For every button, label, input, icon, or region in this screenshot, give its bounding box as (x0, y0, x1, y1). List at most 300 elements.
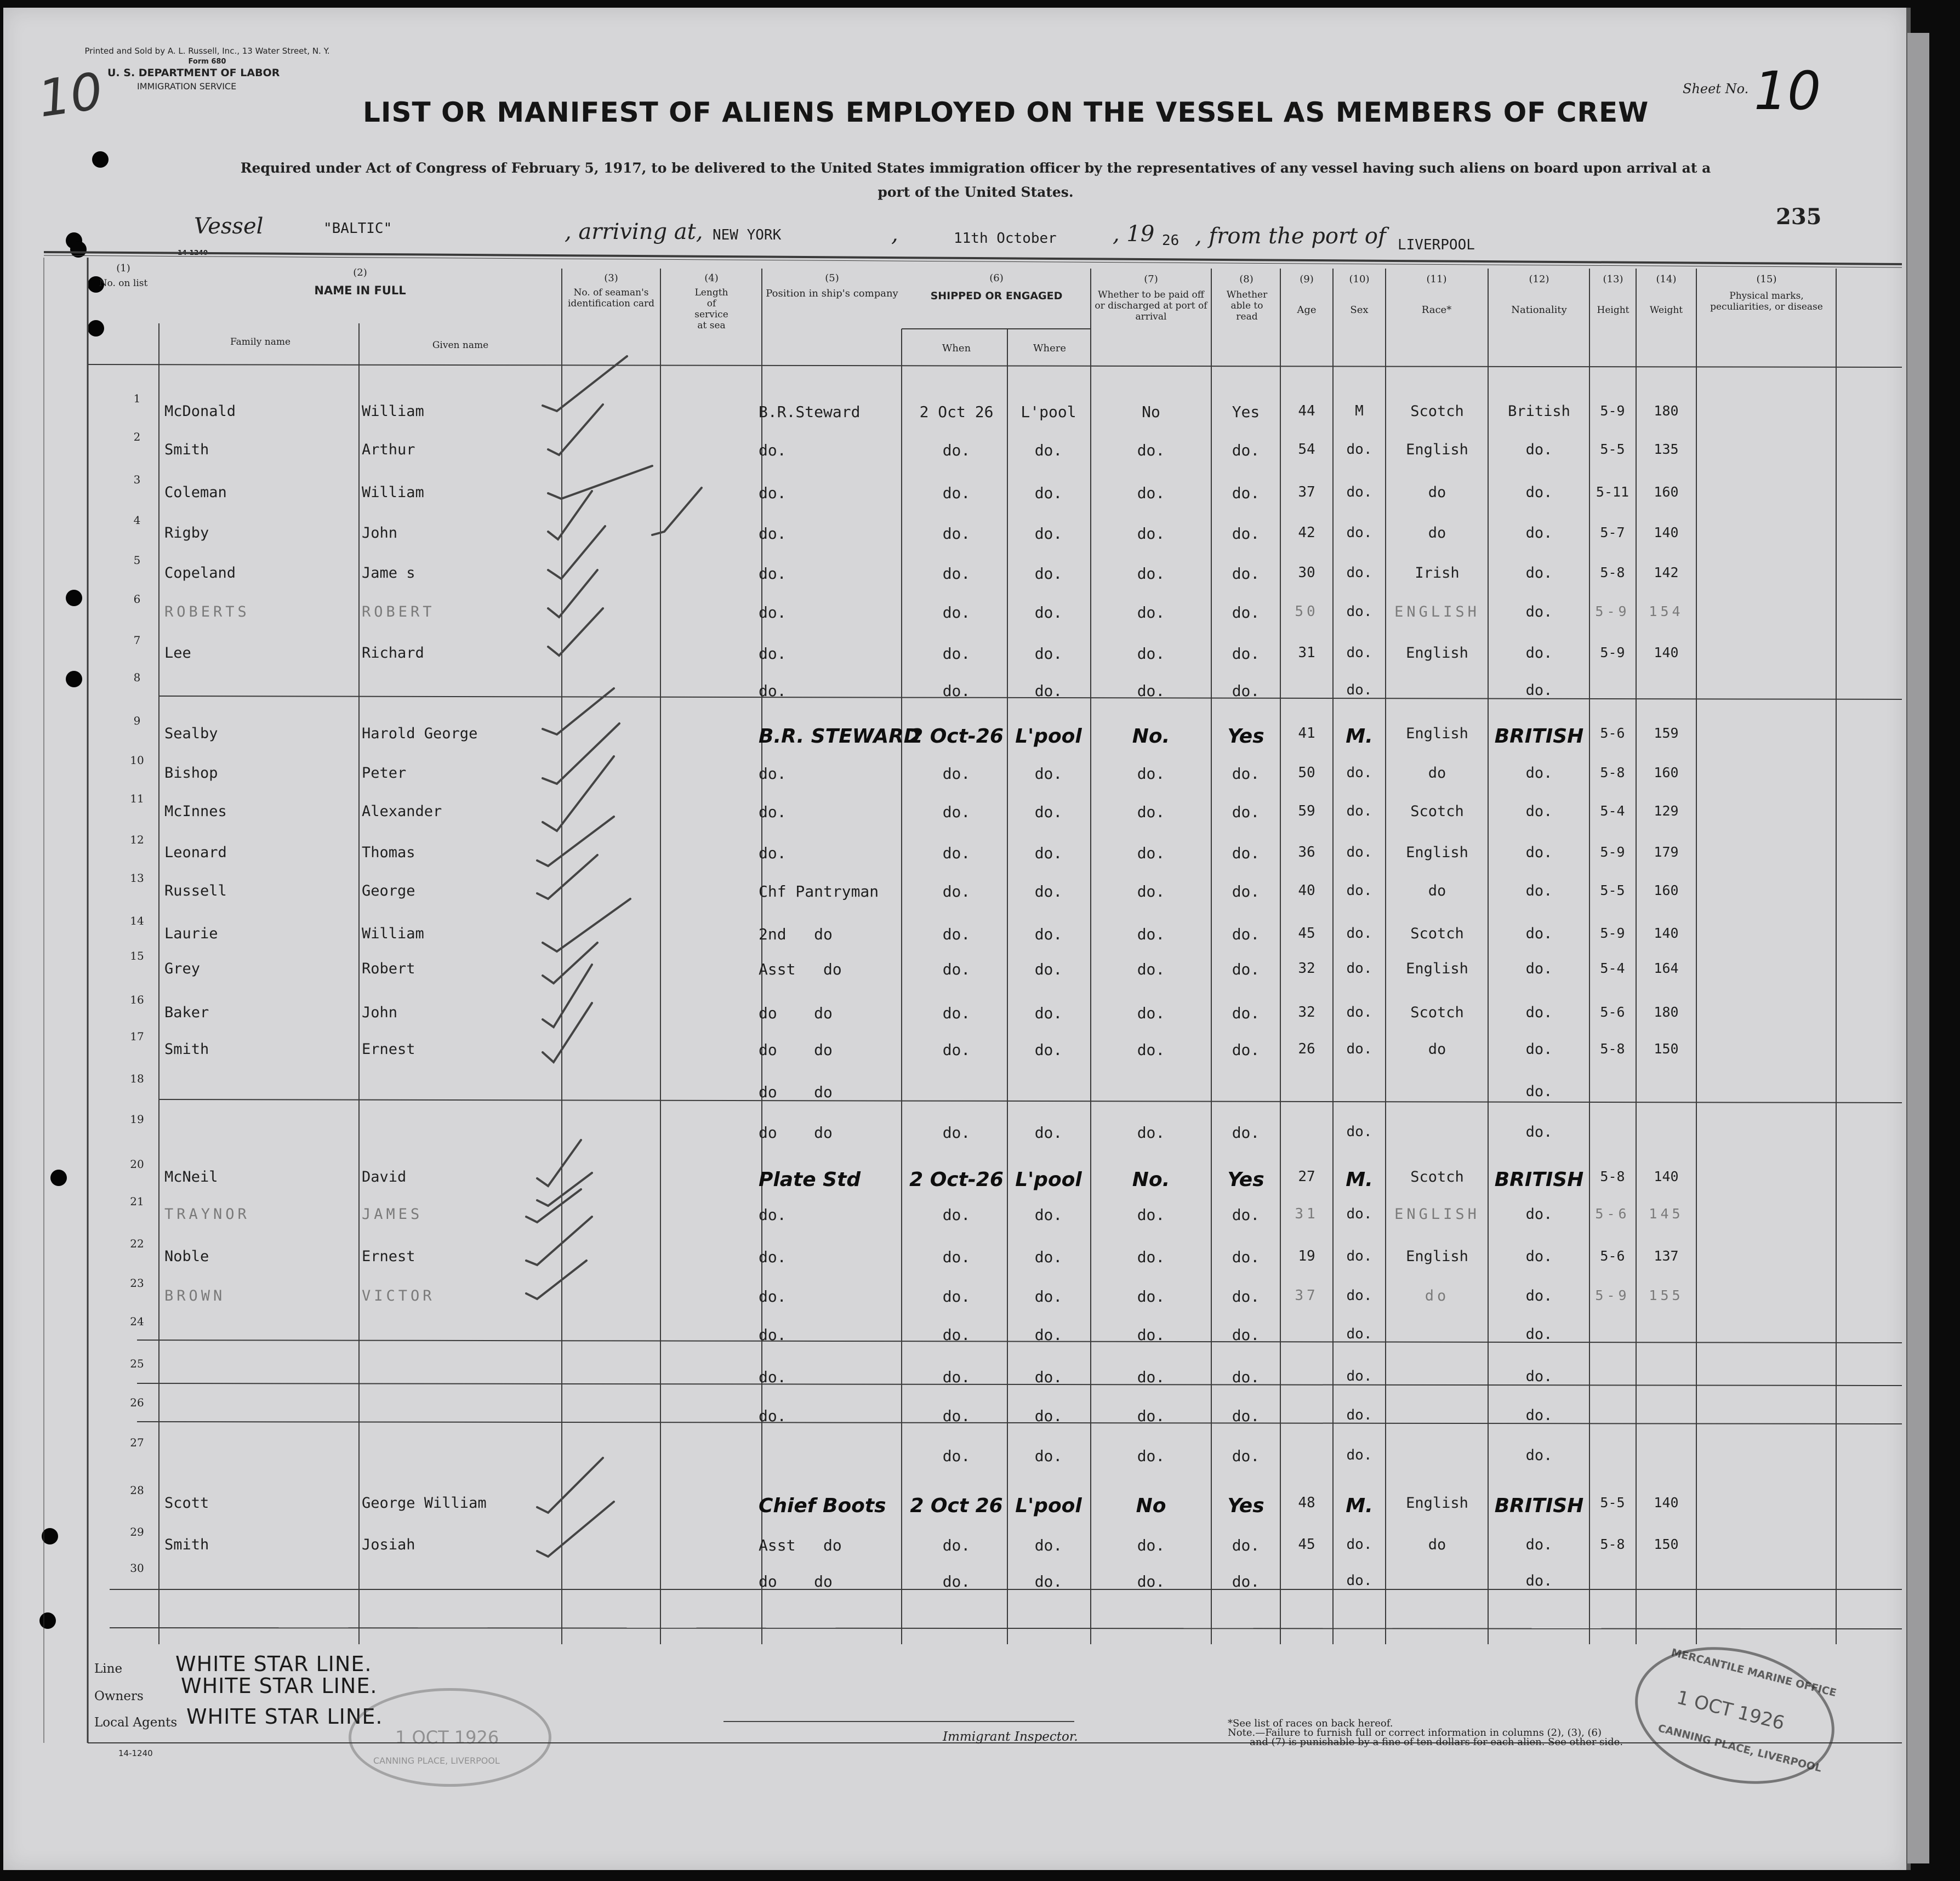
cell-no: 12 (130, 833, 144, 846)
cell-ht: 5-8 (1600, 1041, 1625, 1057)
cell-paid: do. (1137, 1004, 1165, 1022)
page-title: LIST OR MANIFEST OF ALIENS EMPLOYED ON THE VESSEL AS MEMBERS OF CREW (363, 96, 1649, 128)
cell-no: 15 (130, 949, 144, 962)
cell-pos: do. (759, 484, 787, 502)
cell-when: do. (942, 1407, 971, 1425)
vessel-name: "BALTIC" (323, 220, 392, 237)
cell-nat: BRITISH (1494, 725, 1584, 748)
cell-where: do. (1034, 441, 1063, 459)
cell-given: William (362, 484, 424, 501)
cell-sex: do. (1346, 1368, 1372, 1384)
col-header-able-to-read: (8) Whether able to read (1226, 273, 1268, 322)
cell-when: do. (942, 803, 971, 821)
cell-given: Ernest (362, 1248, 415, 1265)
cell-where: L'pool (1015, 725, 1082, 748)
cell-sex: do. (1346, 1248, 1372, 1264)
col-header-service-length: (4) Length of service at sea (694, 272, 728, 331)
cell-no: 4 (133, 514, 141, 527)
cell-paid: do. (1137, 1248, 1165, 1266)
cell-nat: BRITISH (1494, 1168, 1584, 1191)
cell-read: do. (1232, 765, 1260, 783)
cell-nat: do. (1525, 925, 1553, 942)
cell-race: do (1428, 1536, 1446, 1553)
office-stamp-right: MERCANTILE MARINE OFFICE 1 OCT 1926 CANNING PLACE, LIVERPOOL (1620, 1627, 1849, 1804)
cell-no: 5 (133, 554, 141, 567)
cell-sex: M. (1346, 1168, 1373, 1191)
cell-no: 27 (130, 1436, 144, 1449)
cell-family: McDonald (164, 403, 236, 420)
cell-read: do. (1232, 565, 1260, 583)
col-header-given-name: Given name (432, 340, 489, 351)
cell-paid: do. (1137, 1572, 1165, 1591)
cell-race: do (1428, 525, 1446, 542)
cell-when: do. (942, 1124, 971, 1142)
cell-sex: do. (1346, 1447, 1372, 1463)
cell-read: do. (1232, 1407, 1260, 1425)
cell-race: English (1406, 844, 1468, 861)
cell-ht: 5-9 (1600, 403, 1625, 419)
cell-nat: do. (1525, 1124, 1553, 1141)
cell-read: do. (1232, 1368, 1260, 1386)
cell-ht: 5-5 (1600, 882, 1625, 898)
cell-paid: do. (1137, 1041, 1165, 1059)
cell-age: 50 (1298, 765, 1315, 781)
cell-wt: 140 (1654, 525, 1679, 540)
cell-no: 7 (133, 634, 141, 647)
cell-race: English (1406, 1248, 1468, 1265)
cell-age: 40 (1298, 882, 1315, 899)
cell-no: 20 (130, 1158, 144, 1171)
cell-age: 32 (1298, 1004, 1315, 1021)
cell-when: do. (942, 1326, 971, 1344)
cell-race: English (1406, 960, 1468, 977)
inspector-signature-line (723, 1721, 1074, 1722)
cell-when: do. (942, 441, 971, 459)
cell-nat: BRITISH (1494, 1495, 1584, 1517)
cell-family: Grey (164, 960, 201, 977)
cell-age: 45 (1298, 1536, 1315, 1553)
cell-race: do (1428, 484, 1446, 501)
cell-family: Sealby (164, 725, 218, 742)
cell-read: do. (1232, 525, 1260, 543)
cell-pos: do. (759, 525, 787, 543)
cell-given: Jame s (362, 565, 415, 582)
cell-paid: do. (1137, 1368, 1165, 1386)
cell-ht: 5-6 (1600, 1004, 1625, 1020)
cell-no: 23 (130, 1276, 144, 1290)
cell-when: do. (942, 1368, 971, 1386)
cell-sex: M. (1346, 1495, 1373, 1517)
cell-wt: 140 (1654, 925, 1679, 941)
cell-read: do. (1232, 603, 1260, 622)
cell-where: do. (1034, 645, 1063, 663)
cell-pos: do. (759, 803, 787, 821)
col-header-when: When (942, 343, 971, 354)
cell-read: do. (1232, 441, 1260, 459)
cell-age: 31 (1298, 645, 1315, 661)
cell-family: McNeil (164, 1168, 218, 1185)
cell-nat: do. (1525, 1447, 1553, 1464)
cell-ht: 5-7 (1600, 525, 1625, 540)
cell-sex: do. (1346, 525, 1372, 541)
col-header-family-name: Family name (230, 337, 291, 347)
cell-given: Ernest (362, 1041, 415, 1058)
cell-wt: 164 (1654, 960, 1679, 976)
cell-where: do. (1034, 603, 1063, 622)
cell-race: Scotch (1410, 803, 1464, 820)
cell-pos: 2nd do (759, 925, 833, 943)
cell-family: McInnes (164, 803, 227, 820)
cell-when: do. (942, 525, 971, 543)
col-header-sex: (10) Sex (1349, 273, 1370, 316)
cell-where: do. (1034, 1124, 1063, 1142)
cell-sex: do. (1346, 925, 1372, 942)
cell-where: do. (1034, 803, 1063, 821)
cell-nat: do. (1525, 1206, 1553, 1223)
arriving-label: , arriving at, (565, 219, 703, 244)
cell-ht: 5-6 (1595, 1206, 1630, 1222)
cell-read: do. (1232, 645, 1260, 663)
cell-paid: do. (1137, 645, 1165, 663)
cell-no: 19 (130, 1113, 144, 1126)
cell-pos: Chf Pantryman (759, 882, 879, 900)
cell-family: Rigby (164, 525, 209, 542)
cell-pos: Chief Boots (759, 1495, 886, 1517)
cell-pos: do. (759, 1407, 787, 1425)
col-header-number: (1) No. on list (99, 263, 148, 289)
cell-age: 42 (1298, 525, 1315, 541)
cell-no: 13 (130, 871, 144, 885)
cell-wt: 142 (1654, 565, 1679, 580)
cell-ht: 5-8 (1600, 565, 1625, 580)
cell-family: ROBERTS (164, 603, 250, 620)
cell-family: TRAYNOR (164, 1206, 250, 1223)
cell-paid: No. (1132, 725, 1170, 748)
cell-read: do. (1232, 1248, 1260, 1266)
cell-pos: do. (759, 1368, 787, 1386)
cell-pos: B.R.Steward (759, 403, 861, 421)
cell-given: Josiah (362, 1536, 415, 1553)
cell-nat: do. (1525, 1248, 1553, 1265)
cell-no: 3 (133, 473, 141, 486)
cell-family: Bishop (164, 765, 218, 782)
cell-read: do. (1232, 1326, 1260, 1344)
cell-sex: do. (1346, 1536, 1372, 1553)
cell-age: 41 (1298, 725, 1315, 742)
cell-given: John (362, 1004, 398, 1021)
cell-read: Yes (1227, 1168, 1264, 1191)
cell-no: 9 (133, 714, 141, 727)
cell-where: do. (1034, 1368, 1063, 1386)
cell-wt: 160 (1654, 765, 1679, 780)
cell-pos: do do (759, 1004, 833, 1022)
cell-given: George William (362, 1495, 487, 1512)
cell-when: do. (942, 603, 971, 622)
year-prefix: , 19 (1113, 221, 1155, 247)
cell-family: Smith (164, 1536, 209, 1553)
cell-paid: do. (1137, 565, 1165, 583)
cell-where: do. (1034, 1206, 1063, 1224)
cell-paid: do. (1137, 960, 1165, 978)
cell-nat: do. (1525, 1004, 1553, 1021)
service-name: IMMIGRATION SERVICE (137, 81, 237, 92)
cell-sex: do. (1346, 803, 1372, 819)
cell-where: L'pool (1021, 403, 1076, 421)
cell-ht: 5-5 (1600, 441, 1625, 457)
cell-paid: do. (1137, 765, 1165, 783)
cell-pos: do. (759, 844, 787, 862)
cell-race: Scotch (1410, 1004, 1464, 1021)
cell-read: do. (1232, 1041, 1260, 1059)
vessel-label: Vessel (194, 214, 264, 239)
cell-sex: do. (1346, 1287, 1372, 1304)
cell-no: 22 (130, 1237, 144, 1250)
cell-ht: 5-5 (1600, 1495, 1625, 1511)
cell-pos: do do (759, 1083, 833, 1101)
cell-ht: 5-8 (1600, 1168, 1625, 1184)
cell-sex: do. (1346, 1572, 1372, 1589)
cell-when: do. (942, 565, 971, 583)
cell-race: Scotch (1410, 925, 1464, 942)
cell-nat: do. (1525, 1041, 1553, 1058)
col-header-height: (13) Height (1597, 273, 1629, 316)
cell-paid: do. (1137, 682, 1165, 700)
cell-wt: 145 (1649, 1206, 1684, 1222)
cell-read: do. (1232, 1206, 1260, 1224)
cell-given: Richard (362, 645, 424, 662)
cell-when: do. (942, 484, 971, 502)
cell-when: do. (942, 1041, 971, 1059)
cell-age: 59 (1298, 803, 1315, 819)
cell-no: 10 (130, 754, 144, 767)
cell-sex: do. (1346, 484, 1372, 500)
required-statement: Required under Act of Congress of February 5, 1917, to be delivered to the United States immigration officer by the representatives of any vessel having such aliens on board upon arrival at a port of the United States. (240, 160, 1711, 200)
sheet-label: Sheet No. (1683, 81, 1749, 96)
cell-paid: No. (1132, 1168, 1170, 1191)
cell-family: Leonard (164, 844, 227, 861)
cell-age: 54 (1298, 441, 1315, 458)
cell-no: 24 (130, 1315, 144, 1328)
cell-pos: do. (759, 682, 787, 700)
cell-pos: do. (759, 645, 787, 663)
cell-where: do. (1034, 1536, 1063, 1554)
cell-when: 2 Oct-26 (909, 725, 1004, 748)
cell-pos: do. (759, 1248, 787, 1266)
cell-ht: 5-9 (1595, 603, 1630, 619)
cell-family: Russell (164, 882, 227, 899)
cell-given: VICTOR (362, 1287, 435, 1304)
stamp-number: 235 (1776, 204, 1822, 230)
cell-sex: do. (1346, 1124, 1372, 1140)
cell-family: Smith (164, 441, 209, 458)
col-header-age: (9) Age (1297, 273, 1317, 316)
cell-sex: do. (1346, 960, 1372, 977)
col-header-nationality: (12) Nationality (1511, 273, 1567, 316)
cell-wt: 179 (1654, 844, 1679, 860)
cell-wt: 160 (1654, 882, 1679, 898)
cell-no: 11 (130, 792, 144, 805)
cell-read: do. (1232, 682, 1260, 700)
cell-when: do. (942, 1206, 971, 1224)
cell-paid: do. (1137, 603, 1165, 622)
cell-paid: do. (1137, 1206, 1165, 1224)
margin-handwritten-number: 10 (35, 61, 106, 129)
cell-age: 50 (1295, 603, 1319, 620)
cell-age: 27 (1298, 1168, 1315, 1185)
cell-nat: do. (1525, 441, 1553, 458)
cell-given: Thomas (362, 844, 415, 861)
cell-nat: do. (1525, 1368, 1553, 1385)
cell-family: Lee (164, 645, 191, 662)
cell-paid: do. (1137, 484, 1165, 502)
col-header-id-card: (3) No. of seaman's identification card (567, 272, 655, 309)
cell-wt: 140 (1654, 645, 1679, 660)
cell-paid: No (1136, 1495, 1166, 1517)
cell-race: English (1406, 1495, 1468, 1512)
cell-family: Laurie (164, 925, 218, 942)
cell-no: 21 (130, 1195, 144, 1208)
cell-sex: do. (1346, 1206, 1372, 1222)
cell-read: do. (1232, 844, 1260, 862)
cell-pos: do do (759, 1572, 833, 1591)
cell-where: do. (1034, 882, 1063, 900)
cell-where: do. (1034, 1572, 1063, 1591)
cell-sex: do. (1346, 882, 1372, 899)
cell-pos: Asst do (759, 1536, 842, 1554)
cell-nat: do. (1525, 484, 1553, 501)
cell-no: 2 (133, 430, 141, 443)
cell-paid: No (1142, 403, 1160, 421)
col-header-paid-off: (7) Whether to be paid off or discharged at port of arrival (1095, 273, 1207, 322)
cell-sex: do. (1346, 765, 1372, 781)
office-stamp-left: 1 OCT 1926 CANNING PLACE, LIVERPOOL (349, 1688, 551, 1787)
cell-paid: do. (1137, 1447, 1165, 1465)
footer-line-value: WHITE STAR LINE. (175, 1652, 372, 1676)
col-header-weight: (14) Weight (1649, 273, 1683, 316)
cell-no: 29 (130, 1525, 144, 1538)
cell-where: do. (1034, 765, 1063, 783)
arriving-port: NEW YORK (713, 227, 782, 243)
sheet-number: 10 (1754, 60, 1821, 122)
cell-age: 37 (1295, 1287, 1319, 1304)
cell-age: 32 (1298, 960, 1315, 977)
col-header-physical-marks: (15) Physical marks, peculiarities, or disease (1710, 273, 1823, 312)
cell-paid: do. (1137, 1326, 1165, 1344)
cell-when: do. (942, 1287, 971, 1306)
cell-nat: do. (1525, 682, 1553, 699)
cell-read: do. (1232, 803, 1260, 821)
cell-when: do. (942, 1572, 971, 1591)
cell-nat: British (1508, 403, 1570, 420)
cell-wt: 135 (1654, 441, 1679, 457)
cell-wt: 137 (1654, 1248, 1679, 1264)
cell-age: 31 (1295, 1206, 1319, 1222)
footer-owners-label: Owners (94, 1689, 144, 1703)
cell-pos: do. (759, 441, 787, 459)
cell-ht: 5-4 (1600, 803, 1625, 819)
cell-age: 26 (1298, 1041, 1315, 1057)
cell-given: George (362, 882, 415, 899)
cell-nat: do. (1525, 844, 1553, 861)
cell-where: do. (1034, 1041, 1063, 1059)
cell-race: ENGLISH (1394, 1206, 1480, 1223)
cell-nat: do. (1525, 603, 1553, 620)
cell-family: Coleman (164, 484, 227, 501)
cell-wt: 140 (1654, 1495, 1679, 1511)
cell-wt: 150 (1654, 1536, 1679, 1552)
cell-when: do. (942, 645, 971, 663)
cell-family: Copeland (164, 565, 236, 582)
cell-paid: do. (1137, 882, 1165, 900)
footer-agents-value: WHITE STAR LINE. (186, 1705, 383, 1729)
cell-read: Yes (1227, 1495, 1264, 1517)
departure-port: LIVERPOOL (1398, 237, 1475, 253)
cell-where: do. (1034, 1248, 1063, 1266)
cell-age: 45 (1298, 925, 1315, 942)
cell-race: Scotch (1410, 1168, 1464, 1185)
cell-when: do. (942, 1447, 971, 1465)
cell-ht: 5-6 (1600, 1248, 1625, 1264)
cell-family: Noble (164, 1248, 209, 1265)
cell-read: do. (1232, 1572, 1260, 1591)
cell-sex: do. (1346, 682, 1372, 698)
cell-where: do. (1034, 1287, 1063, 1306)
cell-sex: do. (1346, 1407, 1372, 1423)
cell-paid: do. (1137, 1124, 1165, 1142)
cell-paid: do. (1137, 1407, 1165, 1425)
col-header-name: (2) NAME IN FULL (314, 267, 406, 297)
cell-race: English (1406, 725, 1468, 742)
cell-when: do. (942, 1004, 971, 1022)
cell-sex: M (1355, 403, 1364, 419)
cell-nat: do. (1525, 960, 1553, 977)
cell-nat: do. (1525, 765, 1553, 782)
cell-read: do. (1232, 925, 1260, 943)
cell-race: English (1406, 441, 1468, 458)
cell-family: Baker (164, 1004, 209, 1021)
cell-nat: do. (1525, 1326, 1553, 1343)
cell-ht: 5-9 (1600, 925, 1625, 941)
cell-read: do. (1232, 1447, 1260, 1465)
cell-nat: do. (1525, 1407, 1553, 1424)
cell-pos: do. (759, 1287, 787, 1306)
cell-given: David (362, 1168, 407, 1185)
cell-no: 30 (130, 1561, 144, 1575)
cell-pos: do do (759, 1041, 833, 1059)
cell-no: 25 (130, 1357, 144, 1370)
cell-pos: do. (759, 1206, 787, 1224)
cell-given: ROBERT (362, 603, 435, 620)
cell-no: 18 (130, 1072, 144, 1085)
footer-agents-label: Local Agents (94, 1715, 178, 1730)
footer-form-code: 14-1240 (118, 1748, 153, 1758)
cell-nat: do. (1525, 803, 1553, 820)
cell-ht: 5-4 (1600, 960, 1625, 976)
cell-race: English (1406, 645, 1468, 662)
cell-pos: do do (759, 1124, 833, 1142)
cell-sex: do. (1346, 844, 1372, 860)
col-header-shipped: (6) SHIPPED OR ENGAGED (930, 272, 1063, 302)
cell-pos: do. (759, 1326, 787, 1344)
cell-age: 44 (1298, 403, 1315, 419)
cell-race: ENGLISH (1394, 603, 1480, 620)
cell-where: do. (1034, 844, 1063, 862)
cell-given: William (362, 403, 424, 420)
cell-read: do. (1232, 484, 1260, 502)
cell-age: 19 (1298, 1248, 1315, 1264)
cell-no: 14 (130, 914, 144, 927)
cell-race: do (1428, 882, 1446, 899)
